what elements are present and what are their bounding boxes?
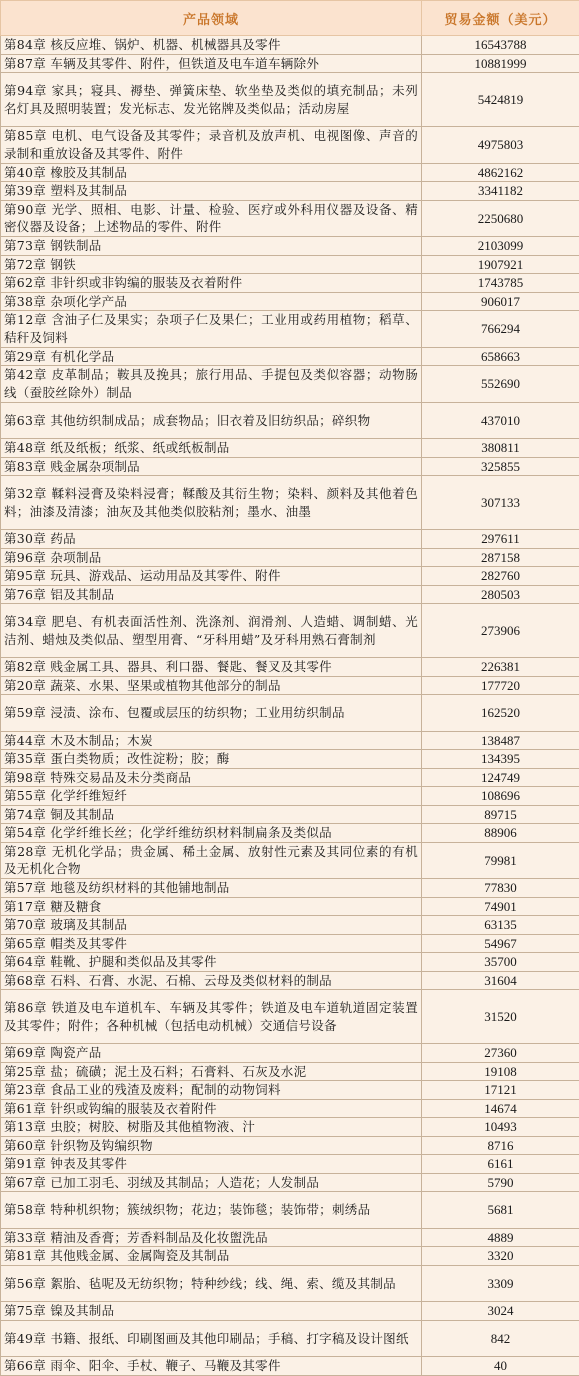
product-field-cell: 第56章 絮胎、毡呢及无纺织物；特种纱线；线、绳、索、缆及其制品 [1, 1265, 422, 1302]
product-field-cell: 第91章 钟表及其零件 [1, 1155, 422, 1174]
product-field-cell: 第83章 贱金属杂项制品 [1, 457, 422, 476]
trade-amount-cell: 3341182 [422, 182, 579, 201]
product-field-cell: 第38章 杂项化学产品 [1, 292, 422, 311]
table-row [1, 953, 579, 972]
table-row [1, 530, 579, 549]
product-field-cell: 第72章 钢铁 [1, 255, 422, 274]
product-field-cell: 第95章 玩具、游戏品、运动用品及其零件、附件 [1, 567, 422, 586]
table-row [1, 897, 579, 916]
trade-amount-cell: 31604 [422, 971, 579, 990]
trade-amount-cell: 5790 [422, 1173, 579, 1192]
product-field-cell: 第85章 电机、电气设备及其零件；录音机及放声机、电视图像、声音的录制和重放设备及其零件、附件 [1, 127, 422, 164]
product-field-cell: 第68章 石料、石膏、水泥、石棉、云母及类似材料的制品 [1, 971, 422, 990]
table-row [1, 1357, 579, 1376]
trade-amount-cell: 287158 [422, 548, 579, 567]
table-row [1, 1136, 579, 1155]
trade-amount-cell: 88906 [422, 824, 579, 843]
product-field-cell: 第66章 雨伞、阳伞、手杖、鞭子、马鞭及其零件 [1, 1357, 422, 1376]
trade-amount-cell: 226381 [422, 658, 579, 677]
table-row [1, 676, 579, 695]
product-field-cell: 第70章 玻璃及其制品 [1, 916, 422, 935]
table-row [1, 476, 579, 530]
trade-amount-cell: 297611 [422, 530, 579, 549]
table-row [1, 824, 579, 843]
trade-amount-cell: 282760 [422, 567, 579, 586]
trade-amount-cell: 3320 [422, 1247, 579, 1266]
table-row [1, 1265, 579, 1302]
trade-amount-cell: 437010 [422, 402, 579, 439]
table-row [1, 731, 579, 750]
product-field-cell: 第73章 钢铁制品 [1, 237, 422, 256]
trade-amount-cell: 273906 [422, 604, 579, 658]
product-field-cell: 第64章 鞋靴、护腿和类似品及其零件 [1, 953, 422, 972]
product-field-cell: 第33章 精油及香膏；芳香料制品及化妆盥洗品 [1, 1228, 422, 1247]
product-field-cell: 第35章 蛋白类物质；改性淀粉；胶；酶 [1, 750, 422, 769]
trade-amount-cell: 2103099 [422, 237, 579, 256]
product-field-cell: 第20章 蔬菜、水果、坚果或植物其他部分的制品 [1, 676, 422, 695]
table-row [1, 750, 579, 769]
product-field-cell: 第40章 橡胶及其制品 [1, 163, 422, 182]
table-row [1, 1320, 579, 1357]
trade-amount-cell: 162520 [422, 695, 579, 732]
table-row [1, 1062, 579, 1081]
table-row [1, 36, 579, 55]
product-field-cell: 第94章 家具；寝具、褥垫、弹簧床垫、软坐垫及类似的填充制品；未列名灯具及照明装置；发光标志、发光铭牌及类似品；活动房屋 [1, 73, 422, 127]
trade-amount-cell: 307133 [422, 476, 579, 530]
product-field-cell: 第75章 镍及其制品 [1, 1302, 422, 1321]
table-row [1, 402, 579, 439]
table-row [1, 237, 579, 256]
table-row [1, 916, 579, 935]
table-row [1, 604, 579, 658]
trade-amount-cell: 17121 [422, 1081, 579, 1100]
trade-amount-cell: 1907921 [422, 255, 579, 274]
trade-amount-cell: 10493 [422, 1118, 579, 1137]
trade-amount-cell: 658663 [422, 347, 579, 366]
product-field-cell: 第12章 含油子仁及果实；杂项子仁及果仁；工业用或药用植物；稻草、秸秆及饲料 [1, 311, 422, 348]
trade-amount-cell: 5681 [422, 1192, 579, 1229]
product-field-cell: 第81章 其他贱金属、金属陶瓷及其制品 [1, 1247, 422, 1266]
product-field-cell: 第25章 盐；硫磺；泥土及石料；石膏料、石灰及水泥 [1, 1062, 422, 1081]
table-row [1, 842, 579, 879]
product-field-header: 产品领域 [1, 1, 422, 36]
trade-amount-cell: 177720 [422, 676, 579, 695]
product-field-cell: 第57章 地毯及纺织材料的其他铺地制品 [1, 879, 422, 898]
table-row [1, 439, 579, 458]
product-field-cell: 第29章 有机化学品 [1, 347, 422, 366]
trade-amount-cell: 19108 [422, 1062, 579, 1081]
table-row [1, 54, 579, 73]
trade-amount-cell: 906017 [422, 292, 579, 311]
product-field-cell: 第90章 光学、照相、电影、计量、检验、医疗或外科用仪器及设备、精密仪器及设备；上述物品的零件、附件 [1, 200, 422, 237]
table-row [1, 879, 579, 898]
table-row [1, 768, 579, 787]
trade-amount-cell: 4975803 [422, 127, 579, 164]
product-field-cell: 第13章 虫胶；树胶、树脂及其他植物液、汁 [1, 1118, 422, 1137]
trade-amount-cell: 124749 [422, 768, 579, 787]
product-field-cell: 第32章 鞣料浸膏及染料浸膏；鞣酸及其衍生物；染料、颜料及其他着色料；油漆及清漆；油灰及其他类似胶粘剂；墨水、油墨 [1, 476, 422, 530]
product-field-cell: 第34章 肥皂、有机表面活性剂、洗涤剂、润滑剂、人造蜡、调制蜡、光洁剂、蜡烛及类似品、塑型用膏、“牙科用蜡”及牙科用熟石膏制剂 [1, 604, 422, 658]
trade-amount-cell: 63135 [422, 916, 579, 935]
product-field-cell: 第76章 铝及其制品 [1, 585, 422, 604]
trade-amount-cell: 40 [422, 1357, 579, 1376]
table-row [1, 1044, 579, 1063]
trade-amount-cell: 3024 [422, 1302, 579, 1321]
product-field-cell: 第87章 车辆及其零件、附件，但铁道及电车道车辆除外 [1, 54, 422, 73]
trade-amount-cell: 4862162 [422, 163, 579, 182]
table-row [1, 366, 579, 403]
table-row [1, 1247, 579, 1266]
product-field-cell: 第54章 化学纤维长丝；化学纤维纺织材料制扁条及类似品 [1, 824, 422, 843]
product-field-cell: 第74章 铜及其制品 [1, 805, 422, 824]
table-row [1, 1118, 579, 1137]
trade-amount-cell: 5424819 [422, 73, 579, 127]
table-row [1, 73, 579, 127]
product-field-cell: 第63章 其他纺织制成品；成套物品；旧衣着及旧纺织品；碎织物 [1, 402, 422, 439]
table-row [1, 274, 579, 293]
trade-amount-cell: 134395 [422, 750, 579, 769]
product-field-cell: 第30章 药品 [1, 530, 422, 549]
product-field-cell: 第55章 化学纤维短纤 [1, 787, 422, 806]
product-field-cell: 第44章 木及木制品；木炭 [1, 731, 422, 750]
trade-amount-cell: 3309 [422, 1265, 579, 1302]
trade-amount-cell: 54967 [422, 934, 579, 953]
product-field-cell: 第69章 陶瓷产品 [1, 1044, 422, 1063]
product-field-cell: 第59章 浸渍、涂布、包覆或层压的纺织物；工业用纺织制品 [1, 695, 422, 732]
table-row [1, 127, 579, 164]
product-field-cell: 第84章 核反应堆、锅炉、机器、机械器具及零件 [1, 36, 422, 55]
table-row [1, 255, 579, 274]
trade-amount-cell: 74901 [422, 897, 579, 916]
trade-amount-cell: 138487 [422, 731, 579, 750]
table-row [1, 805, 579, 824]
table-row [1, 163, 579, 182]
table-row [1, 1173, 579, 1192]
product-field-cell: 第28章 无机化学品；贵金属、稀土金属、放射性元素及其同位素的有机及无机化合物 [1, 842, 422, 879]
trade-amount-cell: 77830 [422, 879, 579, 898]
table-row [1, 311, 579, 348]
trade-amount-cell: 108696 [422, 787, 579, 806]
trade-amount-cell: 35700 [422, 953, 579, 972]
trade-amount-cell: 14674 [422, 1099, 579, 1118]
product-field-cell: 第65章 帽类及其零件 [1, 934, 422, 953]
trade-amount-cell: 2250680 [422, 200, 579, 237]
table-row [1, 292, 579, 311]
table-row [1, 200, 579, 237]
trade-amount-header: 贸易金额（美元） [422, 1, 579, 36]
product-field-cell: 第86章 铁道及电车道机车、车辆及其零件；铁道及电车道轨道固定装置及其零件；附件；各种机械（包括电动机械）交通信号设备 [1, 990, 422, 1044]
product-field-cell: 第49章 书籍、报纸、印刷图画及其他印刷品；手稿、打字稿及设计图纸 [1, 1320, 422, 1357]
product-field-cell: 第96章 杂项制品 [1, 548, 422, 567]
table-header-row [1, 1, 579, 36]
trade-amount-cell: 380811 [422, 439, 579, 458]
table-body [1, 36, 579, 1376]
product-field-cell: 第60章 针织物及钩编织物 [1, 1136, 422, 1155]
product-field-cell: 第67章 已加工羽毛、羽绒及其制品；人造花；人发制品 [1, 1173, 422, 1192]
table-row [1, 347, 579, 366]
trade-amount-cell: 1743785 [422, 274, 579, 293]
table-row [1, 1302, 579, 1321]
table-row [1, 585, 579, 604]
trade-amount-cell: 552690 [422, 366, 579, 403]
product-field-cell: 第39章 塑料及其制品 [1, 182, 422, 201]
trade-amount-cell: 6161 [422, 1155, 579, 1174]
table-row [1, 990, 579, 1044]
table-row [1, 658, 579, 677]
product-field-cell: 第48章 纸及纸板；纸浆、纸或纸板制品 [1, 439, 422, 458]
trade-amount-cell: 280503 [422, 585, 579, 604]
product-field-cell: 第17章 糖及糖食 [1, 897, 422, 916]
table-row [1, 934, 579, 953]
trade-amount-cell: 766294 [422, 311, 579, 348]
product-field-cell: 第58章 特种机织物；簇绒织物；花边；装饰毯；装饰带；刺绣品 [1, 1192, 422, 1229]
table-row [1, 182, 579, 201]
trade-amount-cell: 16543788 [422, 36, 579, 55]
table-row [1, 1228, 579, 1247]
product-field-cell: 第42章 皮革制品；鞍具及挽具；旅行用品、手提包及类似容器；动物肠线（蚕胶丝除外）制品 [1, 366, 422, 403]
trade-amount-cell: 4889 [422, 1228, 579, 1247]
trade-amount-cell: 325855 [422, 457, 579, 476]
product-field-cell: 第62章 非针织或非钩编的服装及衣着附件 [1, 274, 422, 293]
trade-amount-cell: 31520 [422, 990, 579, 1044]
product-field-cell: 第61章 针织或钩编的服装及衣着附件 [1, 1099, 422, 1118]
table-row [1, 1192, 579, 1229]
table-row [1, 787, 579, 806]
table-row [1, 1155, 579, 1174]
table-row [1, 567, 579, 586]
table-row [1, 548, 579, 567]
table-row [1, 971, 579, 990]
trade-amount-cell: 842 [422, 1320, 579, 1357]
trade-amount-cell: 89715 [422, 805, 579, 824]
product-field-cell: 第82章 贱金属工具、器具、利口器、餐匙、餐叉及其零件 [1, 658, 422, 677]
table-row [1, 1081, 579, 1100]
table-row [1, 457, 579, 476]
product-field-cell: 第98章 特殊交易品及未分类商品 [1, 768, 422, 787]
trade-amount-cell: 27360 [422, 1044, 579, 1063]
product-field-cell: 第23章 食品工业的残渣及废料；配制的动物饲料 [1, 1081, 422, 1100]
trade-amount-cell: 10881999 [422, 54, 579, 73]
table-row [1, 695, 579, 732]
trade-amount-cell: 8716 [422, 1136, 579, 1155]
trade-amount-cell: 79981 [422, 842, 579, 879]
table-row [1, 1099, 579, 1118]
